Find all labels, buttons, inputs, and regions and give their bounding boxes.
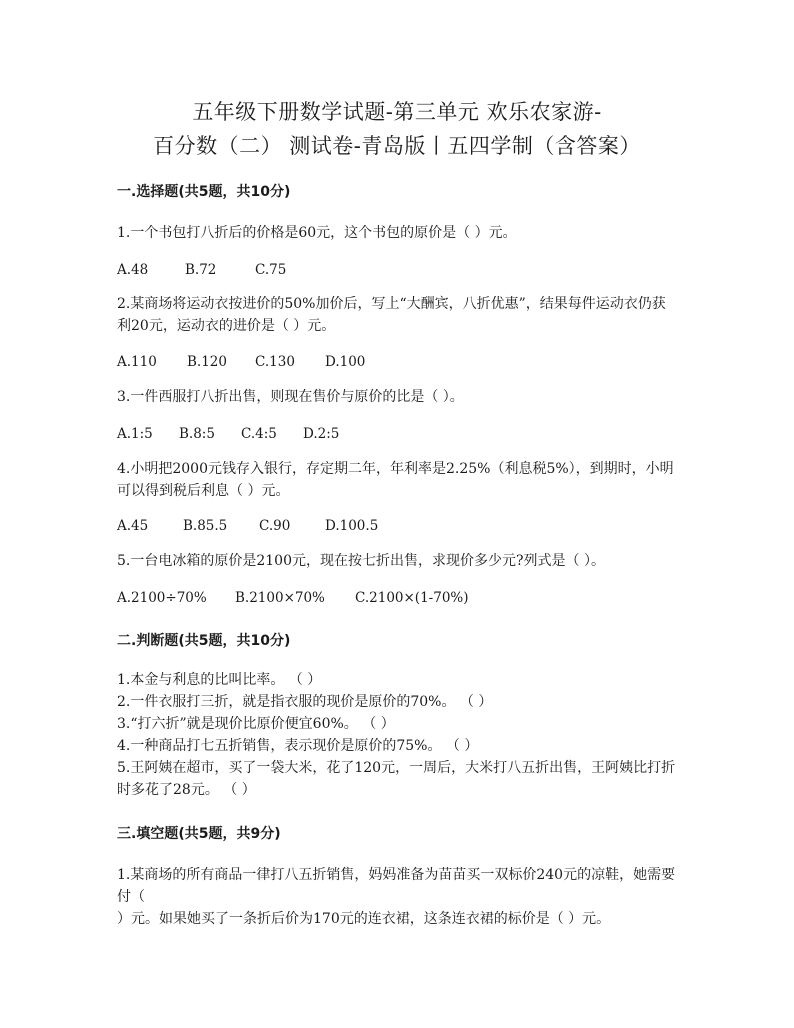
option: B.85.5 bbox=[183, 518, 228, 534]
option: B.2100×70% bbox=[235, 590, 325, 606]
section-heading-true-false: 二.判断题(共5题，共10分) bbox=[117, 633, 291, 649]
option: A.2100÷70% bbox=[117, 590, 207, 606]
option: A.45 bbox=[117, 518, 149, 534]
choice-options-3 bbox=[117, 426, 339, 442]
option: D.100.5 bbox=[325, 518, 379, 534]
option: D.100 bbox=[325, 354, 366, 370]
choice-question-1: 1.一个书包打八折后的价格是60元，这个书包的原价是（ ）元。 bbox=[117, 225, 517, 241]
true-false-item-4: 4.一种商品打七五折销售，表示现价是原价的75%。 （ ） bbox=[117, 738, 479, 754]
option: A.48 bbox=[117, 262, 149, 278]
option: B.72 bbox=[185, 262, 217, 278]
section-heading-fill-blank: 三.填空题(共5题，共9分) bbox=[117, 826, 281, 842]
option: C.2100×(1-70%) bbox=[355, 590, 469, 606]
choice-options-4 bbox=[117, 518, 378, 534]
choice-options-2 bbox=[117, 354, 365, 370]
option: D.2:5 bbox=[303, 426, 340, 442]
document-title-line-2: 百分数（二） 测试卷-青岛版丨五四学制（含答案） bbox=[153, 134, 641, 158]
fill-blank-question-1-line-2: ）元。如果她买了一条折后价为170元的连衣裙，这条连衣裙的标价是（ ）元。 bbox=[117, 911, 611, 927]
option: B.120 bbox=[187, 354, 227, 370]
true-false-item-3: 3.“打六折”就是现价比原价便宜60%。 （ ） bbox=[117, 716, 395, 732]
choice-question-2: 2.某商场将运动衣按进价的50%加价后，写上“大酬宾，八折优惠”，结果每件运动衣仍获利20元，运动衣的进价是（ ）元。 bbox=[117, 296, 666, 334]
document-title-line-1: 五年级下册数学试题-第三单元 欢乐农家游- bbox=[192, 100, 602, 124]
choice-question-5: 5.一台电冰箱的原价是2100元，现在按七折出售，求现价多少元?列式是（ ）。 bbox=[117, 553, 605, 569]
choice-question-4: 4.小明把2000元钱存入银行，存定期二年，年利率是2.25%（利息税5%），到期时，小明可以得到税后利息（ ）元。 bbox=[117, 461, 674, 499]
option: C.130 bbox=[255, 354, 295, 370]
fill-blank-question-1-line-1: 1.某商场的所有商品一律打八五折销售，妈妈准备为苗苗买一双标价240元的凉鞋，她需要付（ bbox=[117, 867, 676, 905]
option: C.4:5 bbox=[241, 426, 277, 442]
option: B.8:5 bbox=[179, 426, 215, 442]
choice-options-1 bbox=[117, 262, 286, 278]
option: C.90 bbox=[259, 518, 291, 534]
choice-options-5 bbox=[117, 590, 469, 606]
option: A.110 bbox=[117, 354, 157, 370]
true-false-item-1: 1.本金与利息的比叫比率。 （ ） bbox=[117, 672, 322, 688]
section-heading-choice: 一.选择题(共5题，共10分) bbox=[117, 184, 291, 200]
option: A.1:5 bbox=[117, 426, 153, 442]
true-false-item-2: 2.一件衣服打三折，就是指衣服的现价是原价的70%。 （ ） bbox=[117, 694, 493, 710]
option: C.75 bbox=[255, 262, 287, 278]
choice-question-3: 3.一件西服打八折出售，则现在售价与原价的比是（ ）。 bbox=[117, 389, 464, 405]
true-false-item-5: 5.王阿姨在超市，买了一袋大米，花了120元，一周后，大米打八五折出售，王阿姨比打折时多花了28元。 （ ） bbox=[117, 760, 676, 798]
